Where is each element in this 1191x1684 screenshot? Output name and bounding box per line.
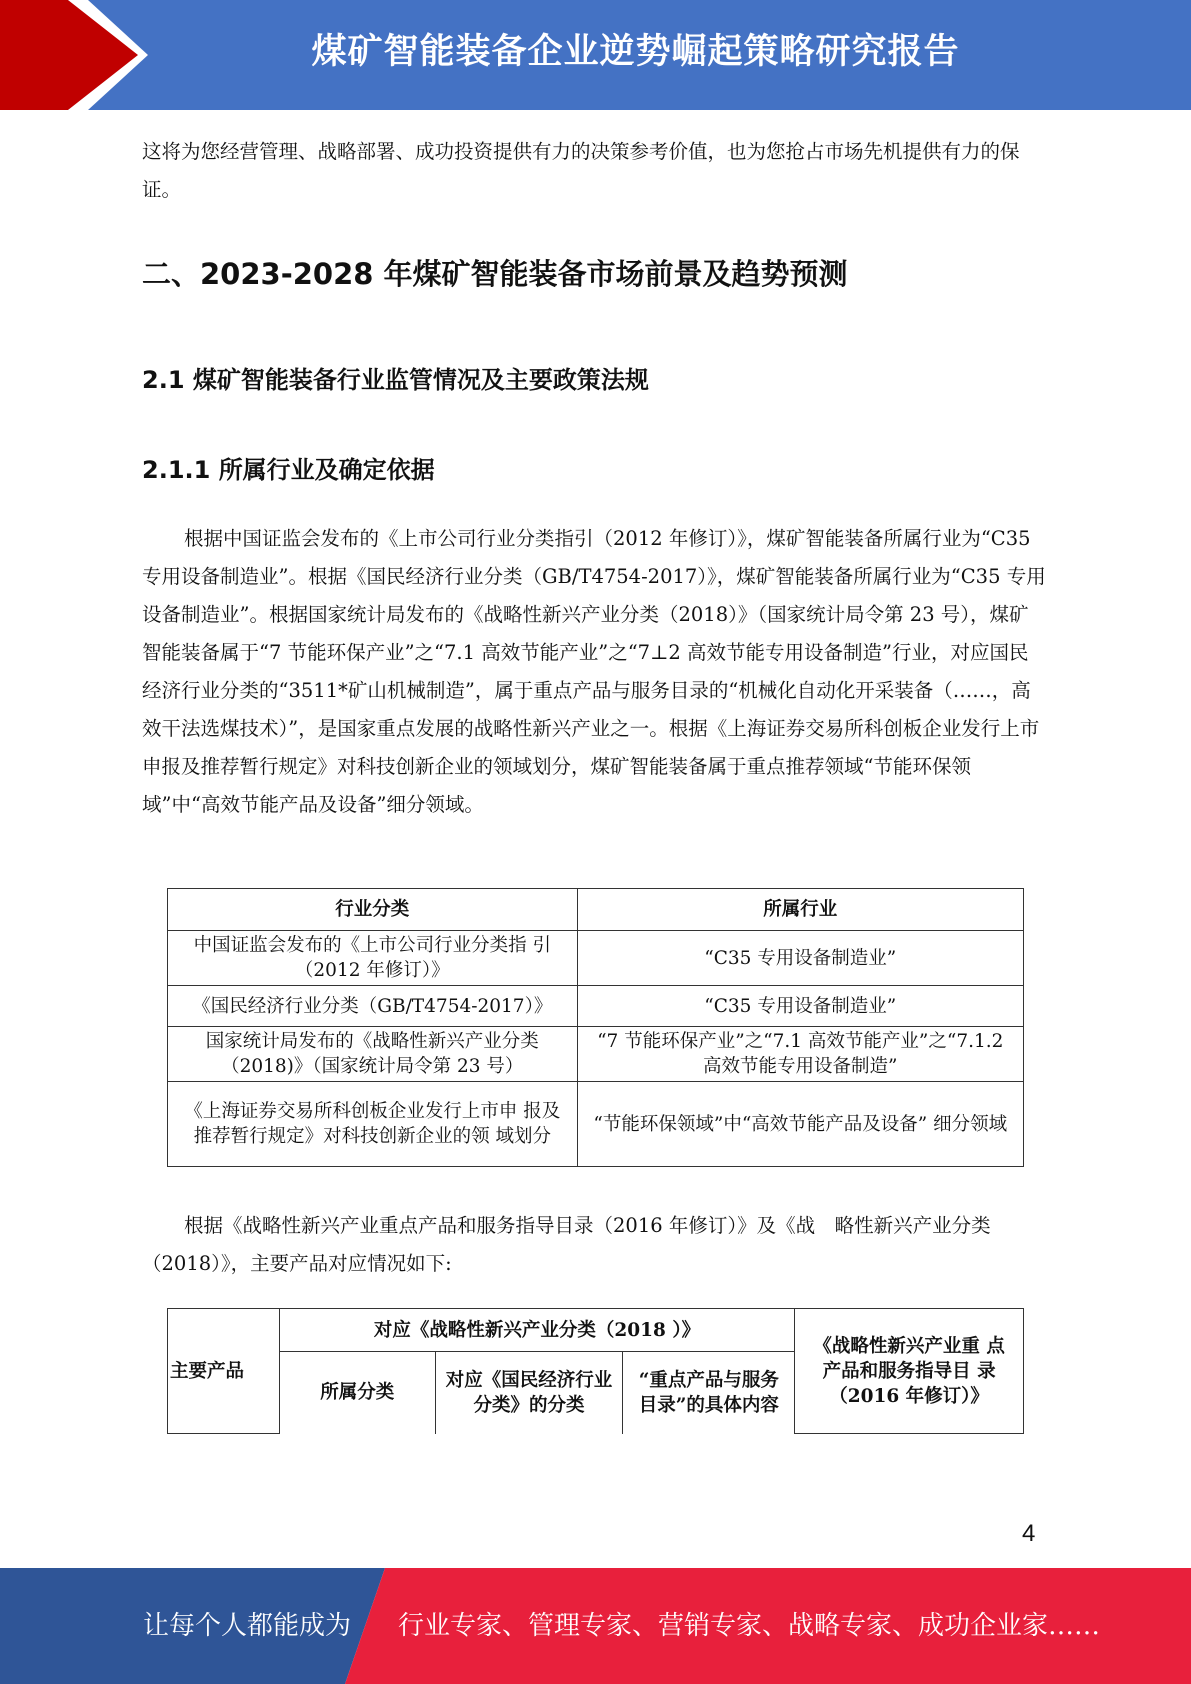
table-header-cell: 所属行业 <box>577 889 1023 931</box>
table-cell: “节能环保领域”中“高效节能产品及设备” 细分领域 <box>577 1082 1023 1167</box>
table-cell: 中国证监会发布的《上市公司行业分类指 引（2012 年修订）》 <box>168 931 578 986</box>
table-header-row <box>168 1309 1024 1352</box>
table-cell: “7 节能环保产业”之“7.1 高效节能产业”之“7.1.2 高效节能专用设备制造” <box>577 1027 1023 1082</box>
footer-slogan-left: 让每个人都能成为 <box>143 1611 352 1641</box>
table-header-cell: 对应《战略性新兴产业分类（2018 ）》 <box>279 1309 794 1352</box>
table-header-cell: 对应《国民经济行业分类》的分类 <box>435 1352 623 1434</box>
industry-classification-table <box>167 888 1024 1167</box>
table-header-row <box>168 889 1024 931</box>
report-title: 煤矿智能装备企业逆势崛起策略研究报告 <box>311 32 960 72</box>
intro-paragraph: 这将为您经营管理、战略部署、成功投资提供有力的决策参考价值，也为您抢占市场先机提供有力的保证。 <box>142 140 1020 201</box>
table-header-cell: “重点产品与服务目录”的具体内容 <box>623 1352 795 1434</box>
table-header-cell: 所属分类 <box>279 1352 435 1434</box>
table-row <box>168 986 1024 1027</box>
section-heading: 二、2023-2028 年煤矿智能装备市场前景及趋势预测 <box>142 257 848 291</box>
table-row <box>168 1082 1024 1167</box>
body-paragraph: 根据中国证监会发布的《上市公司行业分类指引（2012 年修订）》，煤矿智能装备所属行业为“C35 专用设备制造业”。根据《国民经济行业分类（GB/T4754-2017）》，煤矿智能装备所属行业为“C35 专用设备制造业”。根据国家统计局发布的《战略性新兴产业分类（2018）》（国家统计局令第 23 号），煤矿智能装备属于“7 节能环保产业”之“7.1 高效节能产业”之“7⊥2 高效节能专用设备制造”行业，对应国民经济行业分类的“3511*矿山机械制造”，属于重点产品与服务目录的“机械化自动化开采装备（……，高效干法选煤技术）”，是国家重点发展的战略性新兴产业之一。根据《上海证券交易所科创板企业发行上市申报及推荐暂行规定》对科技创新企业的领域划分，煤矿智能装备属于重点推荐领域“节能环保领域”中“高效节能产品及设备”细分领域。 <box>142 527 1046 816</box>
table-header-cell: 主要产品 <box>168 1309 280 1434</box>
page-header <box>0 0 1191 110</box>
table-header-cell: 行业分类 <box>168 889 578 931</box>
table-cell: 《上海证券交易所科创板企业发行上市申 报及推荐暂行规定》对科技创新企业的领 域划分 <box>168 1082 578 1167</box>
table-cell: 国家统计局发布的《战略性新兴产业分类（2018)》（国家统计局令第 23 号） <box>168 1027 578 1082</box>
subsubsection-heading: 2.1.1 所属行业及确定依据 <box>142 456 435 484</box>
table-cell: “C35 专用设备制造业” <box>577 931 1023 986</box>
table-header-cell: 《战略性新兴产业重 点产品和服务指导目 录（2016 年修订）》 <box>795 1309 1024 1434</box>
table-cell: “C35 专用设备制造业” <box>577 986 1023 1027</box>
table-row <box>168 1027 1024 1082</box>
table-cell: 《国民经济行业分类（GB/T4754-2017）》 <box>168 986 578 1027</box>
subsection-heading: 2.1 煤矿智能装备行业监管情况及主要政策法规 <box>142 366 649 394</box>
table-row <box>168 931 1024 986</box>
footer-slogan-right: 行业专家、管理专家、营销专家、战略专家、成功企业家…… <box>398 1611 1101 1641</box>
product-mapping-table <box>167 1308 1024 1434</box>
page-footer <box>0 1568 1191 1684</box>
second-paragraph: 根据《战略性新兴产业重点产品和服务指导目录（2016 年修订）》及《战 略性新兴产业分类（2018）》，主要产品对应情况如下: <box>142 1214 991 1275</box>
page-number: 4 <box>1022 1520 1036 1547</box>
